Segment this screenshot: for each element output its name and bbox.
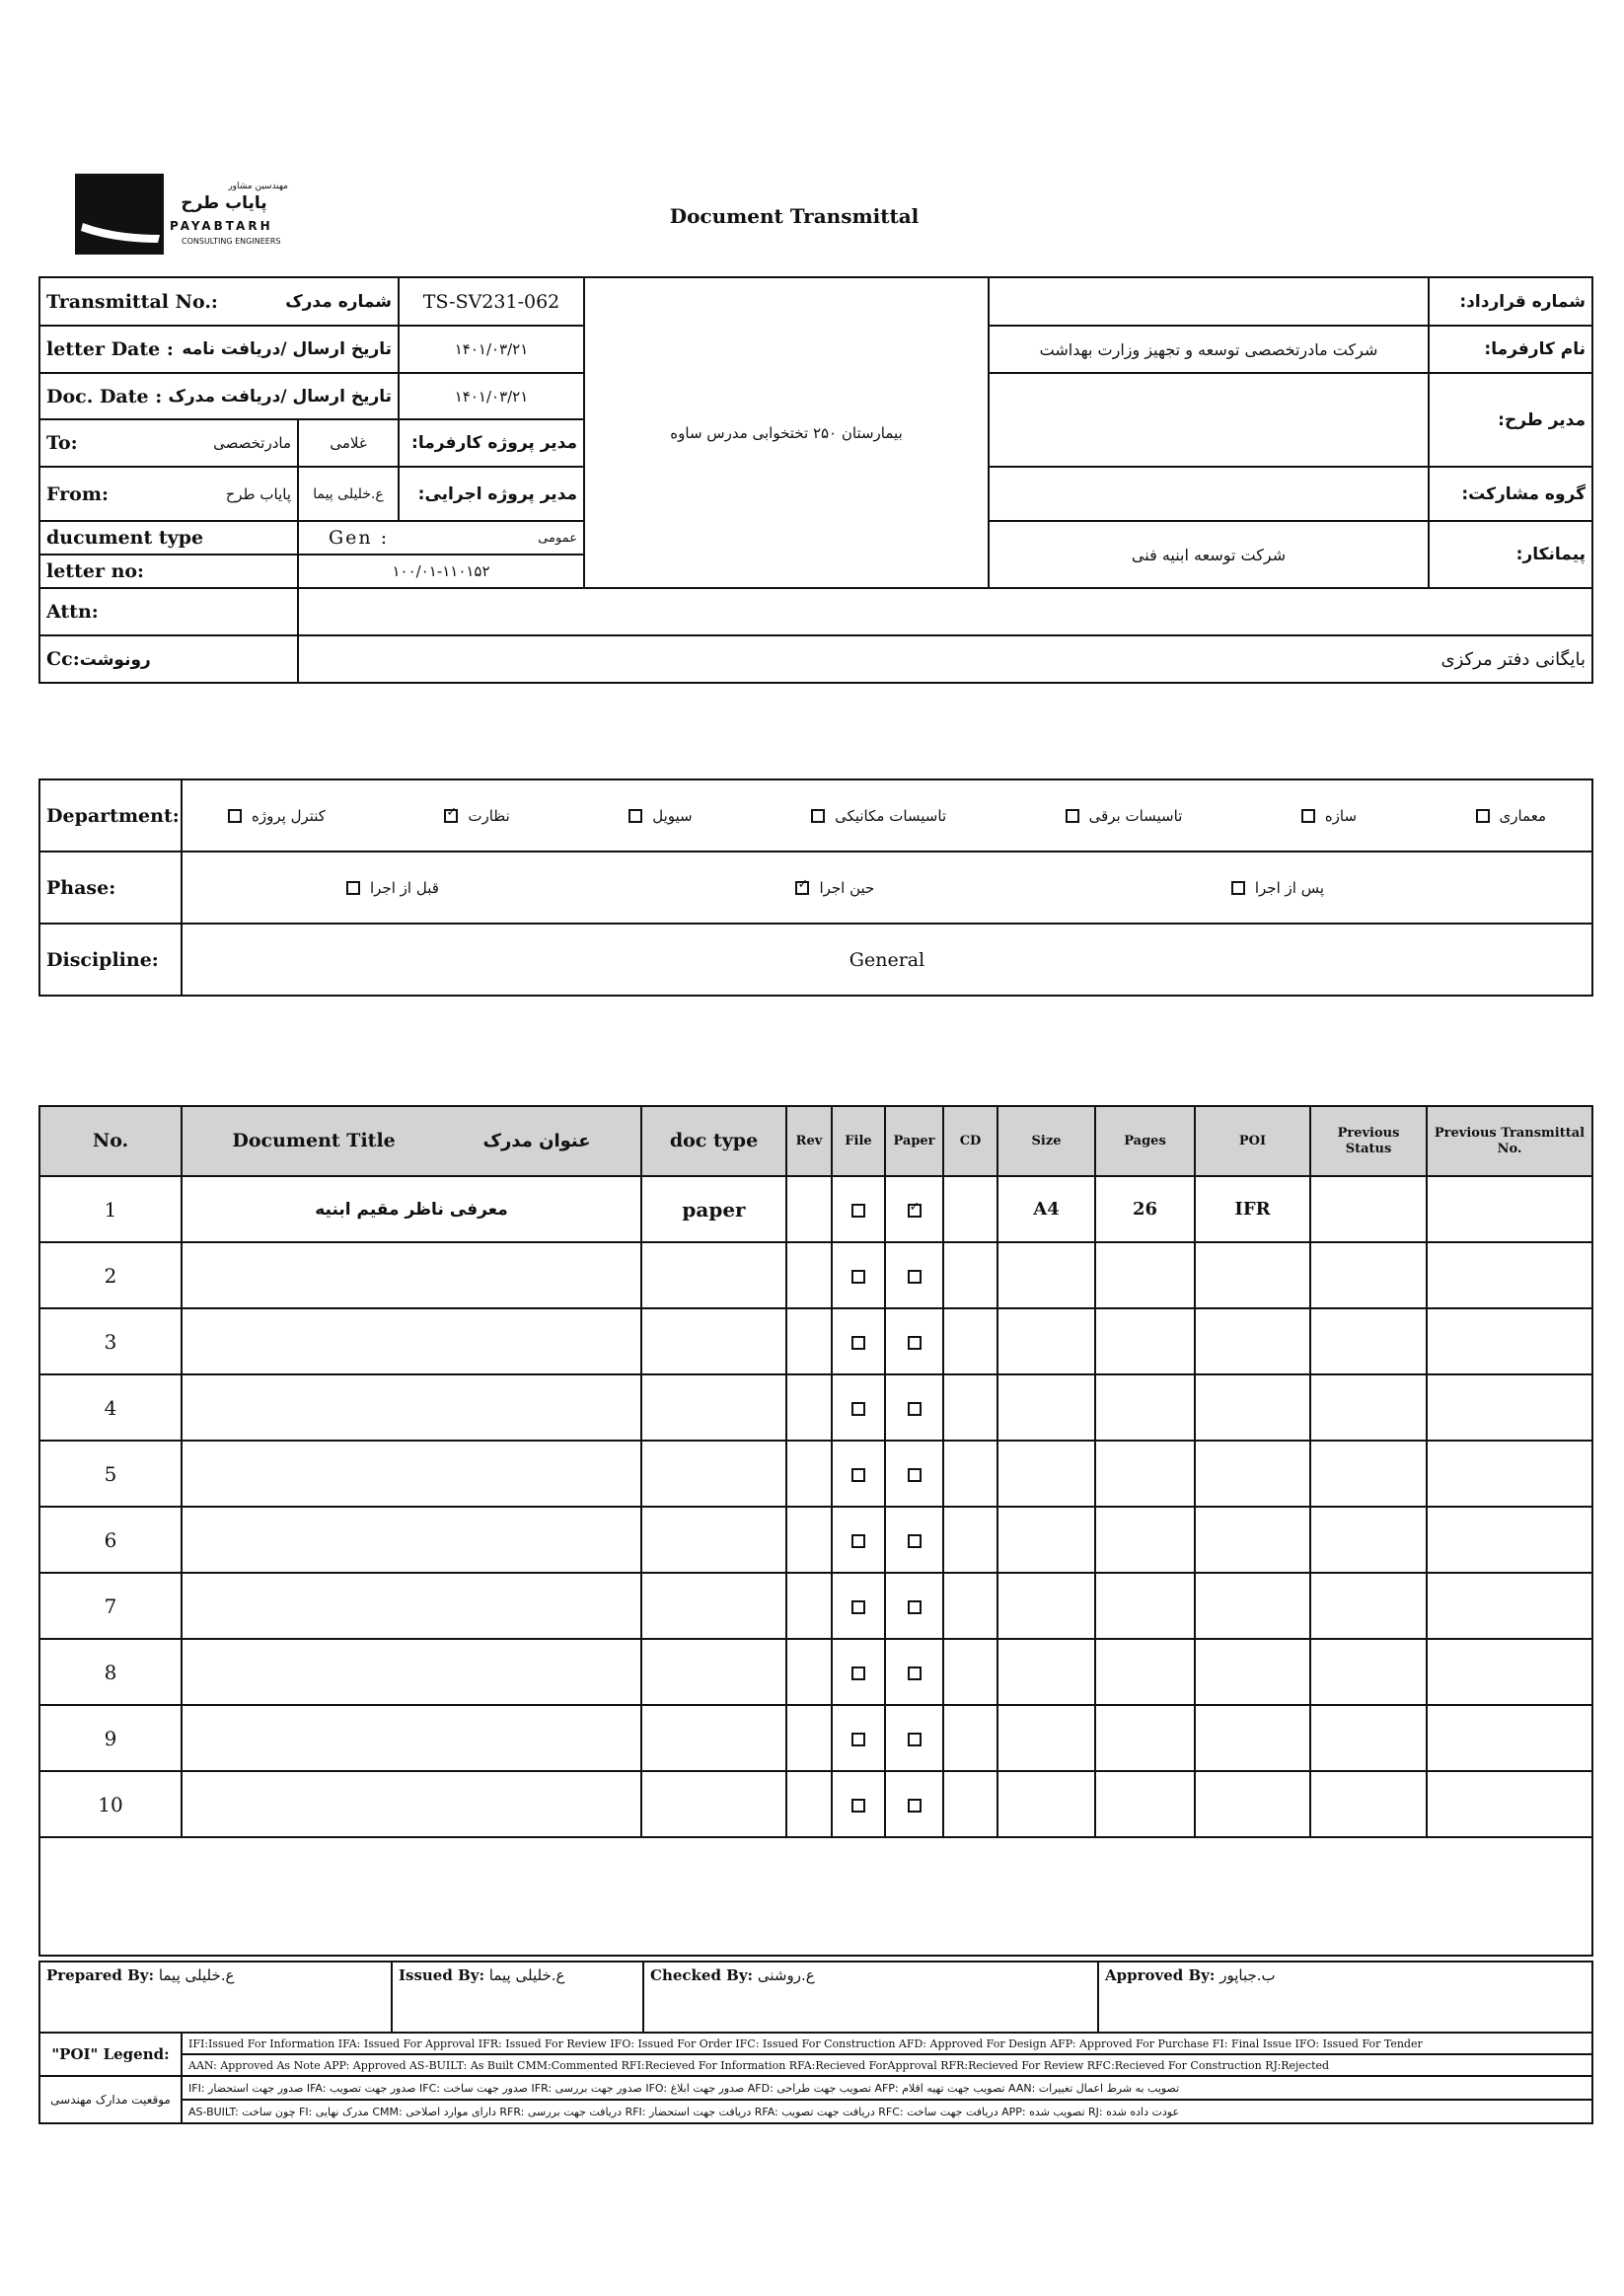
checked-value: ع.روشنی: [757, 1966, 815, 1984]
legend-table: [38, 2032, 1593, 2124]
cc-value: بایگانی دفتر مرکزی: [298, 635, 1592, 683]
table-row: [39, 1242, 1592, 1308]
poi-legend-label: "POI" Legend:: [39, 2033, 182, 2076]
row-title: [182, 1771, 641, 1837]
header-prev-transmittal: Previous Transmittal No.: [1427, 1106, 1592, 1176]
from-role: مدیر پروژه اجرایی:: [399, 467, 584, 521]
phase-options: [182, 852, 1592, 924]
row-cd: [943, 1639, 997, 1705]
doc-type-value: Gen :: [329, 527, 390, 549]
row-no: 10: [39, 1771, 182, 1837]
status-legend-line2: AS-BUILT: چون ساخت FI: مدرک نهایی CMM: دارای موارد اصلاحی RFR: دریافت جهت بررسی RFI: دریافت جهت استحضار RFA: دریافت جهت تصویب RFC: دریافت جهت ساخت APP: تصویب شده RJ: عودت داده شده: [182, 2100, 1592, 2123]
header-title-en: Document Title: [232, 1130, 396, 1152]
row-file-cell: [832, 1374, 885, 1441]
doc-type-label: ducument type: [39, 521, 298, 555]
row-title: [182, 1573, 641, 1639]
header-prev-status: Previous Status: [1310, 1106, 1427, 1176]
row-doc-type: [641, 1308, 786, 1374]
department-checkbox[interactable]: [811, 809, 825, 823]
approved-label: Approved By:: [1105, 1966, 1216, 1984]
poi-legend-line1: IFI:Issued For Information IFA: Issued For Approval IFR: Issued For Review IFO: Issued For Order IFC: Issued For Construction AFD: Approved For Design AFP: Approved For Purchase FI: Final Issue IFO: Issued For Tender: [182, 2033, 1592, 2054]
row-prev-transmittal: [1427, 1705, 1592, 1771]
row-rev: [786, 1507, 832, 1573]
table-row: [39, 1639, 1592, 1705]
transmittal-no-label-fa: شماره مدرک: [285, 291, 393, 312]
prepared-value: ع.خلیلی پیما: [158, 1966, 235, 1984]
department-option[interactable]: [628, 807, 692, 825]
row-title: [182, 1705, 641, 1771]
row-rev: [786, 1573, 832, 1639]
letter-no-value: ۱۰۰/۰۱-۱۱۰۱۵۲: [298, 555, 584, 588]
prepared-by: [39, 1962, 392, 2033]
phase-checkbox[interactable]: [346, 881, 360, 895]
header-file: File: [832, 1106, 885, 1176]
row-prev-transmittal: [1427, 1441, 1592, 1507]
status-legend-line1: IFI: صدور جهت استحضار IFA: صدور جهت تصویب IFC: صدور جهت ساخت IFR: صدور جهت بررسی IFO: صدور جهت ابلاغ AFD: تصویب جهت طراحی AFP: تصویب جهت تهیه اقلام AAN: تصویب به شرط اعمال تغییرات: [182, 2076, 1592, 2100]
row-file-checkbox[interactable]: [851, 1270, 865, 1284]
header-size: Size: [997, 1106, 1095, 1176]
letter-date-label-fa: تاریخ ارسال /دریافت نامه: [182, 339, 393, 359]
row-paper-cell: [885, 1507, 943, 1573]
row-size: [997, 1507, 1095, 1573]
row-prev-status: [1310, 1639, 1427, 1705]
row-title: [182, 1639, 641, 1705]
contract-no-label: شماره قرارداد:: [1429, 277, 1592, 326]
row-doc-type: paper: [641, 1176, 786, 1242]
department-label: Department:: [39, 779, 182, 852]
row-title: [182, 1242, 641, 1308]
approved-by: [1098, 1962, 1592, 2033]
table-row: [39, 1705, 1592, 1771]
row-paper-checkbox[interactable]: [908, 1204, 922, 1218]
phase-option[interactable]: [346, 879, 439, 897]
department-option[interactable]: [811, 807, 946, 825]
phase-option-label: قبل از اجرا: [370, 878, 439, 897]
row-paper-cell: [885, 1308, 943, 1374]
header-paper: Paper: [885, 1106, 943, 1176]
row-size: [997, 1374, 1095, 1441]
row-no: 8: [39, 1639, 182, 1705]
row-rev: [786, 1242, 832, 1308]
row-rev: [786, 1639, 832, 1705]
partnership-value: [989, 467, 1429, 521]
discipline-value: General: [182, 924, 1592, 996]
row-file-checkbox[interactable]: [851, 1336, 865, 1350]
letter-no-label: letter no:: [39, 555, 298, 588]
project-name: بیمارستان ۲۵۰ تختخوابی مدرس ساوه: [584, 277, 989, 588]
row-no: 3: [39, 1308, 182, 1374]
prepared-label: Prepared By:: [46, 1966, 155, 1984]
cc-label-fa: رونوشت: [79, 650, 151, 670]
row-doc-type: [641, 1771, 786, 1837]
contractor-value: شرکت توسعه ابنیه فنی: [989, 521, 1429, 588]
logo-tagline: CONSULTING ENGINEERS: [182, 237, 281, 246]
checked-label: Checked By:: [650, 1966, 754, 1984]
department-option[interactable]: [444, 807, 509, 825]
row-file-checkbox[interactable]: [851, 1468, 865, 1482]
row-no: 9: [39, 1705, 182, 1771]
row-size: [997, 1308, 1095, 1374]
row-doc-type: [641, 1639, 786, 1705]
table-row: [39, 1308, 1592, 1374]
attn-label: Attn:: [39, 588, 298, 635]
row-prev-status: [1310, 1771, 1427, 1837]
row-size: [997, 1771, 1095, 1837]
row-file-checkbox[interactable]: [851, 1600, 865, 1614]
row-doc-type: [641, 1242, 786, 1308]
department-checkbox[interactable]: [228, 809, 242, 823]
header-cd: CD: [943, 1106, 997, 1176]
contract-no-value: [989, 277, 1429, 326]
doc-date-cell: [39, 373, 399, 419]
row-prev-transmittal: [1427, 1507, 1592, 1573]
row-paper-cell: [885, 1374, 943, 1441]
doc-date-label-fa: تاریخ ارسال /دریافت مدرک: [168, 386, 393, 407]
row-size: [997, 1242, 1095, 1308]
row-title: معرفی ناظر مقیم ابنیه: [182, 1176, 641, 1242]
row-file-checkbox[interactable]: [851, 1666, 865, 1680]
row-doc-type: [641, 1441, 786, 1507]
department-option-label: کنترل پروژه: [252, 806, 326, 825]
doc-date-value: ۱۴۰۱/۰۳/۲۱: [399, 373, 584, 419]
row-prev-transmittal: [1427, 1374, 1592, 1441]
row-poi: [1195, 1771, 1310, 1837]
row-cd: [943, 1771, 997, 1837]
design-manager-label: مدیر طرح:: [1429, 373, 1592, 467]
phase-option[interactable]: [1231, 879, 1324, 897]
company-logo: [75, 174, 292, 257]
row-file-cell: [832, 1639, 885, 1705]
row-prev-transmittal: [1427, 1639, 1592, 1705]
row-doc-type: [641, 1374, 786, 1441]
row-poi: IFR: [1195, 1176, 1310, 1242]
row-rev: [786, 1441, 832, 1507]
discipline-label: Discipline:: [39, 924, 182, 996]
row-file-checkbox[interactable]: [851, 1799, 865, 1813]
row-poi: [1195, 1639, 1310, 1705]
row-doc-type: [641, 1507, 786, 1573]
table-row: [39, 1441, 1592, 1507]
row-poi: [1195, 1308, 1310, 1374]
department-options: [182, 779, 1592, 852]
row-prev-transmittal: [1427, 1242, 1592, 1308]
row-paper-cell: [885, 1705, 943, 1771]
approved-value: ب.جباپور: [1219, 1966, 1276, 1984]
phase-checkbox[interactable]: [795, 881, 809, 895]
classification-table: [38, 778, 1593, 997]
client-label: نام کارفرما:: [1429, 326, 1592, 373]
row-cd: [943, 1308, 997, 1374]
design-manager-value: [989, 373, 1429, 467]
notes-area: [39, 1837, 1592, 1956]
page-title: Document Transmittal: [669, 204, 920, 228]
row-prev-status: [1310, 1374, 1427, 1441]
row-prev-status: [1310, 1308, 1427, 1374]
doc-type-cell: [298, 521, 584, 555]
from-person: ع.خلیلی پیما: [298, 467, 399, 521]
row-file-cell: [832, 1176, 885, 1242]
from-label: From:: [46, 482, 109, 505]
row-file-checkbox[interactable]: [851, 1204, 865, 1218]
department-option-label: نظارت: [468, 806, 510, 825]
row-title: [182, 1308, 641, 1374]
row-file-cell: [832, 1242, 885, 1308]
cc-cell: [39, 635, 298, 683]
row-prev-status: [1310, 1705, 1427, 1771]
row-file-cell: [832, 1441, 885, 1507]
row-prev-status: [1310, 1242, 1427, 1308]
phase-label: Phase:: [39, 852, 182, 924]
row-rev: [786, 1374, 832, 1441]
department-option[interactable]: [1301, 807, 1357, 825]
table-row: [39, 1374, 1592, 1441]
issued-label: Issued By:: [399, 1966, 484, 1984]
table-row: [39, 1507, 1592, 1573]
row-pages: [1095, 1242, 1195, 1308]
row-poi: [1195, 1374, 1310, 1441]
header-poi: POI: [1195, 1106, 1310, 1176]
to-value: مادرتخصصی: [213, 434, 291, 452]
logo-company-fa-small: مهندسین مشاور: [228, 182, 288, 191]
row-paper-checkbox[interactable]: [908, 1402, 922, 1416]
department-checkbox[interactable]: [444, 809, 458, 823]
row-rev: [786, 1308, 832, 1374]
row-paper-cell: [885, 1441, 943, 1507]
row-no: 6: [39, 1507, 182, 1573]
row-cd: [943, 1573, 997, 1639]
row-paper-cell: [885, 1771, 943, 1837]
row-prev-status: [1310, 1573, 1427, 1639]
row-file-cell: [832, 1771, 885, 1837]
row-paper-checkbox[interactable]: [908, 1270, 922, 1284]
client-value: شرکت مادرتخصصی توسعه و تجهیز وزارت بهداشت: [989, 326, 1429, 373]
row-size: [997, 1705, 1095, 1771]
row-poi: [1195, 1242, 1310, 1308]
row-cd: [943, 1374, 997, 1441]
row-prev-transmittal: [1427, 1573, 1592, 1639]
row-size: A4: [997, 1176, 1095, 1242]
row-prev-status: [1310, 1507, 1427, 1573]
row-file-cell: [832, 1573, 885, 1639]
row-file-cell: [832, 1308, 885, 1374]
row-cd: [943, 1176, 997, 1242]
poi-legend-line2: AAN: Approved As Note APP: Approved AS-BUILT: As Built CMM:Commented RFI:Recieved For Information RFA:Recieved ForApproval RFR:Recieved For Review RFC:Recieved For Construction RJ:Rejected: [182, 2054, 1592, 2076]
transmittal-no-cell: [39, 277, 399, 326]
logo-company-fa: پایاب طرح: [181, 193, 267, 213]
header-doc-type: doc type: [641, 1106, 786, 1176]
department-option-label: تاسیسات مکانیکی: [835, 806, 947, 825]
row-cd: [943, 1441, 997, 1507]
to-role: مدیر پروژه کارفرما:: [399, 419, 584, 467]
department-option[interactable]: [1066, 807, 1183, 825]
row-paper-checkbox[interactable]: [908, 1799, 922, 1813]
row-pages: [1095, 1507, 1195, 1573]
department-checkbox[interactable]: [1301, 809, 1315, 823]
row-rev: [786, 1771, 832, 1837]
row-paper-checkbox[interactable]: [908, 1600, 922, 1614]
checked-by: [643, 1962, 1098, 2033]
letter-date-label: letter Date :: [46, 338, 174, 360]
signatures-table: [38, 1961, 1593, 2034]
attn-value: [298, 588, 1592, 635]
doc-date-label: Doc. Date :: [46, 385, 163, 407]
row-prev-transmittal: [1427, 1771, 1592, 1837]
issued-by: [392, 1962, 643, 2033]
row-size: [997, 1639, 1095, 1705]
from-value: پایاب طرح: [225, 484, 291, 503]
header-pages: Pages: [1095, 1106, 1195, 1176]
doc-type-fa: عمومی: [538, 530, 578, 546]
header-title-fa: عنوان مدرک: [482, 1130, 591, 1151]
row-pages: 26: [1095, 1176, 1195, 1242]
department-option-label: سازه: [1324, 806, 1358, 825]
row-poi: [1195, 1573, 1310, 1639]
phase-option-label: حین اجرا: [819, 878, 875, 897]
row-paper-cell: [885, 1573, 943, 1639]
table-row: [39, 1771, 1592, 1837]
transmittal-no-label: Transmittal No.:: [46, 290, 218, 313]
table-row: [39, 1573, 1592, 1639]
department-checkbox[interactable]: [1066, 809, 1079, 823]
contractor-label: پیمانکار:: [1429, 521, 1592, 588]
department-option-label: سیویل: [652, 806, 693, 825]
department-checkbox[interactable]: [628, 809, 642, 823]
issued-value: ع.خلیلی پیما: [488, 1966, 565, 1984]
row-paper-checkbox[interactable]: [908, 1468, 922, 1482]
row-pages: [1095, 1639, 1195, 1705]
header-title: [182, 1106, 641, 1176]
partnership-label: گروه مشارکت:: [1429, 467, 1592, 521]
row-prev-transmittal: [1427, 1308, 1592, 1374]
header-rev: Rev: [786, 1106, 832, 1176]
department-checkbox[interactable]: [1476, 809, 1490, 823]
phase-checkbox[interactable]: [1231, 881, 1245, 895]
row-paper-checkbox[interactable]: [908, 1534, 922, 1548]
row-no: 7: [39, 1573, 182, 1639]
row-paper-checkbox[interactable]: [908, 1733, 922, 1746]
logo-mark: [75, 174, 164, 255]
letter-date-cell: [39, 326, 399, 373]
row-prev-transmittal: [1427, 1176, 1592, 1242]
row-no: 1: [39, 1176, 182, 1242]
row-title: [182, 1507, 641, 1573]
letter-date-value: ۱۴۰۱/۰۳/۲۱: [399, 326, 584, 373]
row-paper-cell: [885, 1639, 943, 1705]
row-rev: [786, 1176, 832, 1242]
row-title: [182, 1441, 641, 1507]
row-title: [182, 1374, 641, 1441]
to-label: To:: [46, 432, 78, 454]
row-paper-checkbox[interactable]: [908, 1666, 922, 1680]
transmittal-info-table: [38, 276, 1593, 684]
row-paper-cell: [885, 1242, 943, 1308]
row-file-cell: [832, 1507, 885, 1573]
row-doc-type: [641, 1705, 786, 1771]
row-paper-cell: [885, 1176, 943, 1242]
row-pages: [1095, 1441, 1195, 1507]
phase-option[interactable]: [795, 879, 874, 897]
row-pages: [1095, 1771, 1195, 1837]
cc-label: Cc:: [46, 648, 80, 670]
row-cd: [943, 1705, 997, 1771]
document-items-table: [38, 1105, 1593, 1957]
row-pages: [1095, 1573, 1195, 1639]
department-option[interactable]: [1476, 807, 1547, 825]
row-poi: [1195, 1441, 1310, 1507]
row-cd: [943, 1507, 997, 1573]
row-rev: [786, 1705, 832, 1771]
status-legend-label: موقعیت مدارک مهندسی: [39, 2076, 182, 2123]
to-cell: [39, 419, 298, 467]
row-poi: [1195, 1507, 1310, 1573]
row-doc-type: [641, 1573, 786, 1639]
row-pages: [1095, 1705, 1195, 1771]
row-no: 4: [39, 1374, 182, 1441]
from-cell: [39, 467, 298, 521]
row-pages: [1095, 1308, 1195, 1374]
phase-option-label: پس از اجرا: [1254, 878, 1324, 897]
row-no: 2: [39, 1242, 182, 1308]
logo-company-en: PAYABTARH: [170, 219, 273, 233]
row-paper-checkbox[interactable]: [908, 1336, 922, 1350]
row-pages: [1095, 1374, 1195, 1441]
row-file-checkbox[interactable]: [851, 1534, 865, 1548]
row-file-cell: [832, 1705, 885, 1771]
row-cd: [943, 1242, 997, 1308]
row-size: [997, 1573, 1095, 1639]
row-no: 5: [39, 1441, 182, 1507]
row-size: [997, 1441, 1095, 1507]
row-prev-status: [1310, 1176, 1427, 1242]
row-file-checkbox[interactable]: [851, 1733, 865, 1746]
row-poi: [1195, 1705, 1310, 1771]
row-prev-status: [1310, 1441, 1427, 1507]
department-option[interactable]: [228, 807, 326, 825]
to-person: غلامی: [298, 419, 399, 467]
department-option-label: معماری: [1499, 806, 1546, 825]
row-file-checkbox[interactable]: [851, 1402, 865, 1416]
header-no: No.: [39, 1106, 182, 1176]
transmittal-no-value: TS-SV231-062: [399, 277, 584, 326]
table-row: [39, 1176, 1592, 1242]
department-option-label: تاسیسات برقی: [1088, 806, 1183, 825]
